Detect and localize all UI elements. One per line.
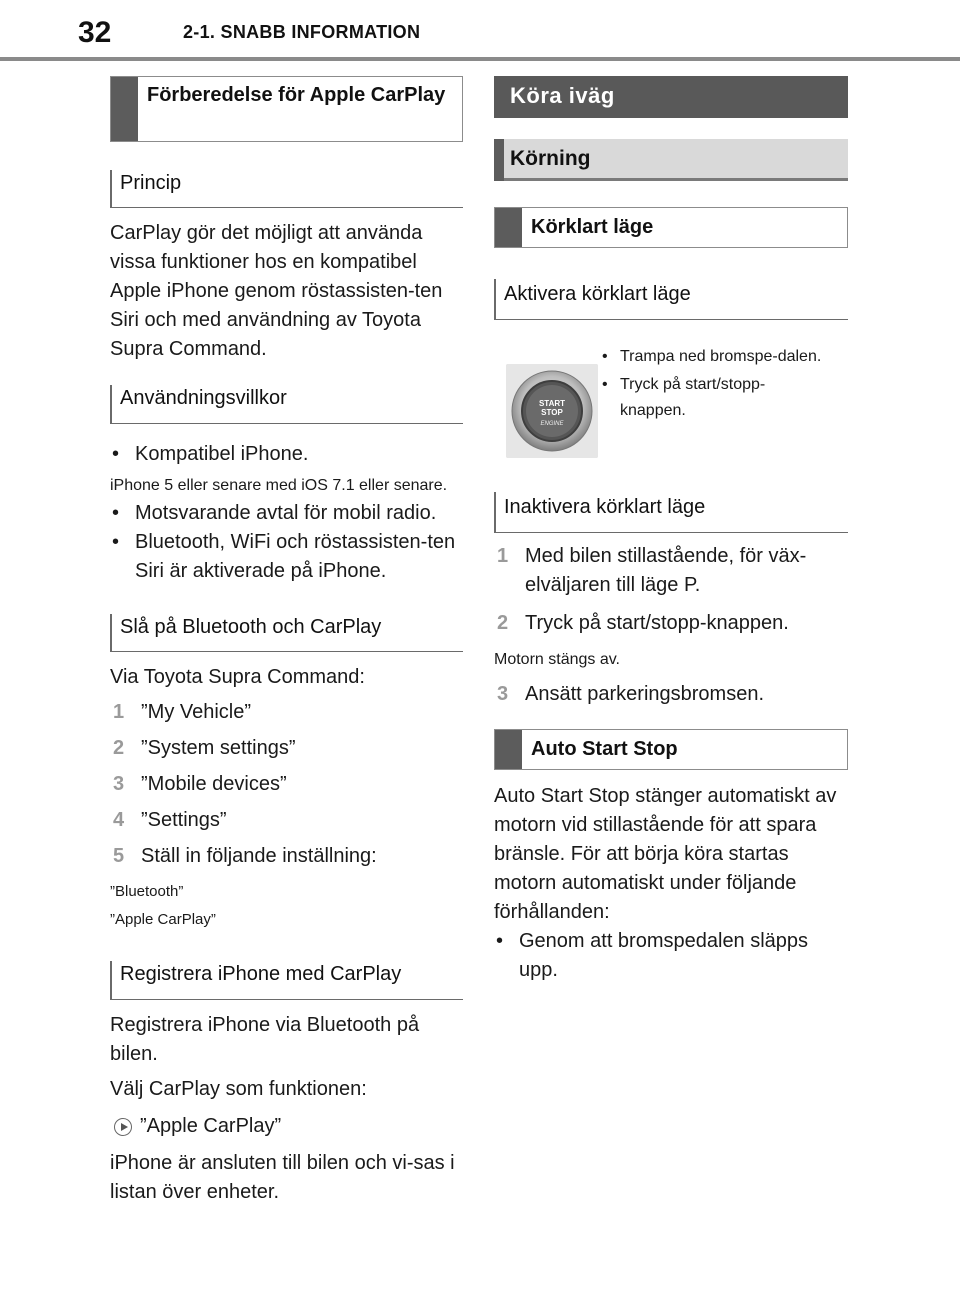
subheading-register: Registrera iPhone med CarPlay — [110, 961, 463, 1000]
enable-step: 5 Ställ in följande inställning: — [113, 845, 377, 867]
section-title-carplay: Förberedelse för Apple CarPlay — [147, 84, 446, 106]
enable-option-carplay: ”Apple CarPlay” — [110, 911, 216, 928]
subheading-enable: Slå på Bluetooth och CarPlay — [110, 614, 463, 652]
deactivate-step: 3 Ansätt parkeringsbromsen. — [497, 683, 765, 705]
activate-bullet-start: • Tryck på start/stopp-knappen. — [602, 372, 802, 424]
subheading-principle: Princip — [110, 170, 463, 208]
enable-intro: Via Toyota Supra Command: — [110, 666, 365, 688]
chapter-title: 2-1. SNABB INFORMATION — [183, 22, 421, 42]
enable-step: 2 ”System settings” — [113, 737, 296, 759]
activate-instructions — [494, 344, 848, 452]
header-divider — [0, 57, 960, 61]
section-box-auto-start-stop — [494, 729, 848, 770]
register-result-text: iPhone är ansluten till bilen och vi-sas i listan över enheter. — [110, 1152, 455, 1203]
svg-text:STOP: STOP — [541, 408, 563, 417]
requirement-bluetooth: • Bluetooth, WiFi och röstassisten-ten Siri är aktiverade på iPhone. — [110, 528, 462, 586]
deactivate-step: 2 Tryck på start/stopp-knappen. — [497, 612, 789, 634]
play-arrow-icon — [114, 1118, 132, 1136]
right-column — [494, 76, 848, 985]
page-header — [0, 0, 960, 62]
section-title-ready: Körklart läge — [531, 216, 654, 238]
enable-steps — [110, 698, 463, 871]
register-text: Registrera iPhone via Bluetooth på bilen. — [110, 1014, 420, 1065]
subheading-driving: Körning — [510, 147, 591, 170]
main-heading: Köra iväg — [510, 83, 615, 108]
start-stop-button-icon — [506, 364, 598, 458]
subheading-requirements: Användningsvillkor — [110, 385, 463, 424]
enable-option-bluetooth: ”Bluetooth” — [110, 883, 184, 900]
deactivate-steps — [494, 542, 848, 638]
requirement-note: iPhone 5 eller senare med iOS 7.1 eller senare. — [110, 477, 448, 494]
deactivate-note: Motorn stängs av. — [494, 651, 620, 668]
activate-bullet-brake: • Trampa ned bromspe-dalen. — [602, 344, 822, 370]
requirement-contract: • Motsvarande avtal för mobil radio. — [110, 499, 463, 528]
auto-start-stop-text: Auto Start Stop stänger automatiskt av motorn vid stillastående för att spara bränsle. För att börja köra startas motorn automatiskt under följande förhållanden: — [494, 785, 837, 923]
requirement-iphone: • Kompatibel iPhone. — [110, 440, 463, 469]
main-heading-box — [494, 76, 848, 118]
left-column — [110, 76, 463, 1207]
deactivate-step: 1 Med bilen stillastående, för väx-elväljaren till läge P. — [497, 545, 807, 596]
auto-start-stop-bullet: • Genom att bromspedalen släpps upp. — [494, 927, 844, 985]
enable-step: 1 ”My Vehicle” — [113, 701, 252, 723]
section-title-auto-start-stop: Auto Start Stop — [531, 738, 678, 760]
register-select-text: Välj CarPlay som funktionen: — [110, 1078, 367, 1100]
svg-text:START: START — [538, 399, 566, 408]
svg-text:ENGINE: ENGINE — [540, 421, 564, 427]
enable-step: 4 ”Settings” — [113, 809, 227, 831]
enable-step: 3 ”Mobile devices” — [113, 773, 287, 795]
section-box-ready — [494, 207, 848, 248]
subheading-activate: Aktivera körklart läge — [494, 279, 848, 320]
activate-bullets — [602, 344, 846, 424]
register-menu-item: ”Apple CarPlay” — [110, 1112, 463, 1141]
page-number: 32 — [78, 16, 112, 49]
subheading-deactivate: Inaktivera körklart läge — [494, 492, 848, 533]
section-box-carplay — [110, 76, 463, 142]
principle-text: CarPlay gör det möjligt att använda vissa funktioner hos en kompatibel Apple iPhone genom röstassisten-ten Siri och med användning av Toyota Supra Command. — [110, 222, 443, 360]
start-stop-button-image — [506, 364, 598, 458]
subheading-box-driving — [494, 139, 848, 181]
